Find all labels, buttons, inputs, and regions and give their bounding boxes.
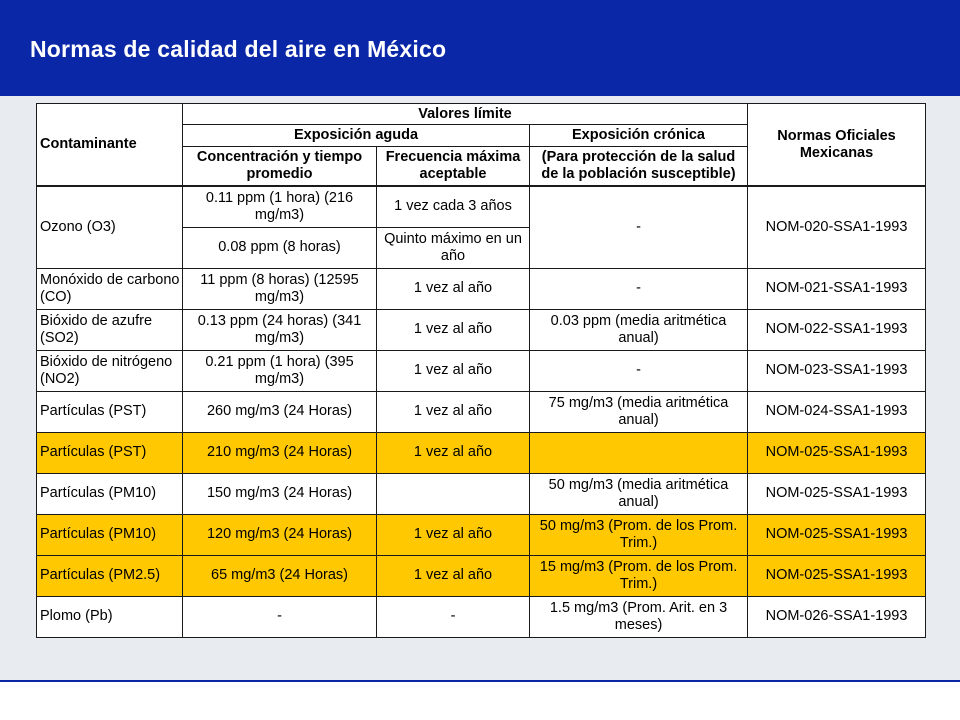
cell-contaminante: Monóxido de carbono (CO) xyxy=(37,268,183,309)
cell-cronica xyxy=(530,432,748,473)
cell-norma: NOM-021-SSA1-1993 xyxy=(748,268,926,309)
cell-concentracion: - xyxy=(183,596,377,637)
cell-contaminante: Partículas (PST) xyxy=(37,432,183,473)
cell-concentracion: 0.11 ppm (1 hora) (216 mg/m3) xyxy=(183,186,377,227)
cell-norma: NOM-025-SSA1-1993 xyxy=(748,432,926,473)
cell-contaminante: Partículas (PST) xyxy=(37,391,183,432)
cell-concentracion: 210 mg/m3 (24 Horas) xyxy=(183,432,377,473)
cell-contaminante: Partículas (PM10) xyxy=(37,473,183,514)
header-valores-limite: Valores límite xyxy=(183,104,748,125)
cell-contaminante: Ozono (O3) xyxy=(37,186,183,268)
header-normas: Normas Oficiales Mexicanas xyxy=(748,104,926,187)
table-row xyxy=(37,350,926,391)
cell-cronica: 15 mg/m3 (Prom. de los Prom. Trim.) xyxy=(530,555,748,596)
header-concentracion: Concentración y tiempo promedio xyxy=(183,147,377,187)
air-quality-standards-table xyxy=(36,103,926,638)
header-contaminante: Contaminante xyxy=(37,104,183,187)
cell-frecuencia xyxy=(377,473,530,514)
cell-norma: NOM-020-SSA1-1993 xyxy=(748,186,926,268)
cell-contaminante: Bióxido de azufre (SO2) xyxy=(37,309,183,350)
cell-concentracion: 0.08 ppm (8 horas) xyxy=(183,227,377,268)
cell-cronica: 50 mg/m3 (Prom. de los Prom. Trim.) xyxy=(530,514,748,555)
cell-cronica: 50 mg/m3 (media aritmética anual) xyxy=(530,473,748,514)
bottom-divider xyxy=(0,680,960,682)
table-row xyxy=(37,432,926,473)
cell-concentracion: 120 mg/m3 (24 Horas) xyxy=(183,514,377,555)
cell-contaminante: Partículas (PM2.5) xyxy=(37,555,183,596)
table-row xyxy=(37,186,926,227)
cell-frecuencia: 1 vez al año xyxy=(377,432,530,473)
table-body xyxy=(37,186,926,637)
cell-concentracion: 150 mg/m3 (24 Horas) xyxy=(183,473,377,514)
cell-contaminante: Partículas (PM10) xyxy=(37,514,183,555)
table-row xyxy=(37,268,926,309)
table-row xyxy=(37,391,926,432)
table-row xyxy=(37,596,926,637)
cell-concentracion: 11 ppm (8 horas) (12595 mg/m3) xyxy=(183,268,377,309)
cell-concentracion: 65 mg/m3 (24 Horas) xyxy=(183,555,377,596)
cell-norma: NOM-025-SSA1-1993 xyxy=(748,555,926,596)
cell-norma: NOM-022-SSA1-1993 xyxy=(748,309,926,350)
cell-concentracion: 0.13 ppm (24 horas) (341 mg/m3) xyxy=(183,309,377,350)
cell-cronica: 1.5 mg/m3 (Prom. Arit. en 3 meses) xyxy=(530,596,748,637)
cell-norma: NOM-026-SSA1-1993 xyxy=(748,596,926,637)
cell-frecuencia: Quinto máximo en un año xyxy=(377,227,530,268)
table-row xyxy=(37,473,926,514)
table-row xyxy=(37,555,926,596)
cell-frecuencia: 1 vez cada 3 años xyxy=(377,186,530,227)
cell-concentracion: 0.21 ppm (1 hora) (395 mg/m3) xyxy=(183,350,377,391)
header-exposicion-aguda: Exposición aguda xyxy=(183,125,530,147)
cell-contaminante: Plomo (Pb) xyxy=(37,596,183,637)
cell-norma: NOM-023-SSA1-1993 xyxy=(748,350,926,391)
cell-frecuencia: 1 vez al año xyxy=(377,350,530,391)
table-row xyxy=(37,514,926,555)
cell-frecuencia: 1 vez al año xyxy=(377,268,530,309)
cell-cronica: - xyxy=(530,350,748,391)
cell-frecuencia: 1 vez al año xyxy=(377,514,530,555)
cell-frecuencia: 1 vez al año xyxy=(377,391,530,432)
cell-norma: NOM-025-SSA1-1993 xyxy=(748,473,926,514)
cell-frecuencia: 1 vez al año xyxy=(377,309,530,350)
header-exposicion-cronica: Exposición crónica xyxy=(530,125,748,147)
table-row xyxy=(37,309,926,350)
cell-concentracion: 260 mg/m3 (24 Horas) xyxy=(183,391,377,432)
page-title: Normas de calidad del aire en México xyxy=(30,36,447,62)
cell-norma: NOM-024-SSA1-1993 xyxy=(748,391,926,432)
standards-table-container xyxy=(36,103,925,638)
cell-frecuencia: - xyxy=(377,596,530,637)
cell-frecuencia: 1 vez al año xyxy=(377,555,530,596)
cell-cronica: 75 mg/m3 (media aritmética anual) xyxy=(530,391,748,432)
header-frecuencia: Frecuencia máxima aceptable xyxy=(377,147,530,187)
header-proteccion: (Para protección de la salud de la población susceptible) xyxy=(530,147,748,187)
cell-cronica: 0.03 ppm (media aritmética anual) xyxy=(530,309,748,350)
title-bar xyxy=(0,0,960,96)
cell-cronica: - xyxy=(530,268,748,309)
cell-cronica: - xyxy=(530,186,748,268)
cell-contaminante: Bióxido de nitrógeno (NO2) xyxy=(37,350,183,391)
cell-norma: NOM-025-SSA1-1993 xyxy=(748,514,926,555)
